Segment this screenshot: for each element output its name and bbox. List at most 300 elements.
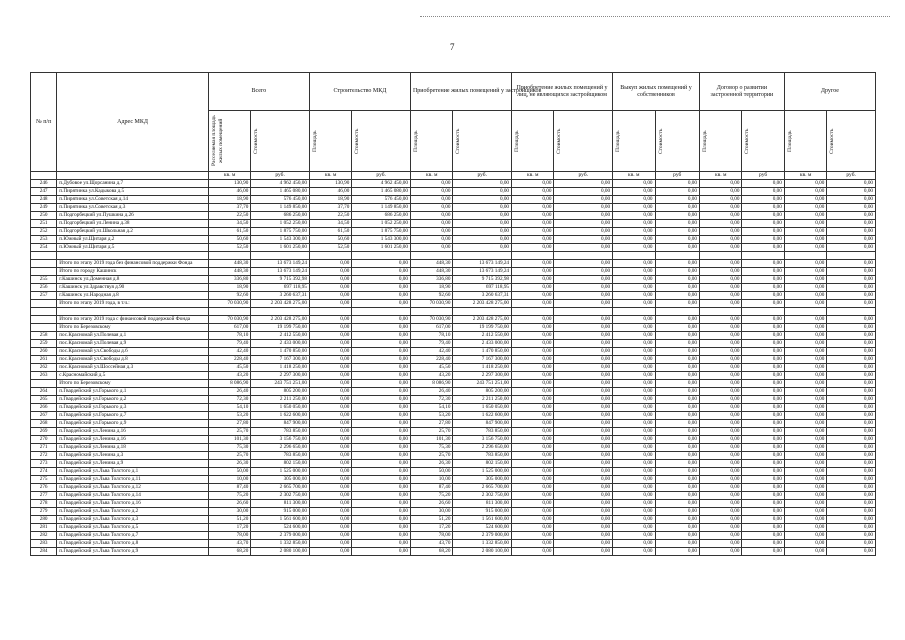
value-cell: 0,00 xyxy=(512,244,554,252)
sub-header-cost: Стоимость xyxy=(827,111,876,172)
subtotal-row xyxy=(31,380,876,388)
row-address: пос.Красномай ул.Свободы д.8 xyxy=(57,356,209,364)
value-cell: 0,00 xyxy=(309,508,351,516)
value-cell: 0,00 xyxy=(554,268,613,276)
value-cell: 0,00 xyxy=(512,292,554,300)
value-cell: 0,00 xyxy=(554,212,613,220)
table-row xyxy=(31,492,876,500)
value-cell: 0,00 xyxy=(742,196,784,204)
row-address: п.Гвардейский ул.Льва Толстого д.8 xyxy=(57,540,209,548)
value-cell: 0,00 xyxy=(554,396,613,404)
value-cell: 50,00 xyxy=(208,468,250,476)
value-cell: 0,00 xyxy=(309,516,351,524)
row-number: 260 xyxy=(31,348,57,356)
value-cell: 0,00 xyxy=(613,388,655,396)
value-cell: 0,00 xyxy=(655,276,699,284)
value-cell: 0,00 xyxy=(410,212,452,220)
value-cell xyxy=(410,252,452,260)
value-cell: 0,00 xyxy=(512,388,554,396)
value-cell: 26,60 xyxy=(410,500,452,508)
value-cell: 0,00 xyxy=(827,412,876,420)
value-cell: 0,00 xyxy=(613,228,655,236)
value-cell: 0,00 xyxy=(784,428,826,436)
value-cell: 0,00 xyxy=(512,396,554,404)
value-cell: 0,00 xyxy=(554,420,613,428)
value-cell: 78,00 xyxy=(410,532,452,540)
value-cell: 0,00 xyxy=(655,180,699,188)
value-cell: 0,00 xyxy=(784,388,826,396)
value-cell: 0,00 xyxy=(827,332,876,340)
value-cell: 0,00 xyxy=(613,348,655,356)
value-cell: 52,50 xyxy=(208,244,250,252)
unit-cell: кв. м xyxy=(699,172,741,180)
value-cell: 0,00 xyxy=(352,468,411,476)
value-cell: 1 465 080,00 xyxy=(352,188,411,196)
value-cell: 0,00 xyxy=(784,508,826,516)
sub-header-area: Площадь xyxy=(309,111,351,172)
value-cell: 46,00 xyxy=(309,188,351,196)
value-cell: 0,00 xyxy=(827,316,876,324)
value-cell: 0,00 xyxy=(784,316,826,324)
value-cell: 0,00 xyxy=(784,516,826,524)
row-number xyxy=(31,380,57,388)
value-cell: 42,40 xyxy=(410,348,452,356)
value-cell: 13 673 149,24 xyxy=(453,260,512,268)
row-address: п.Подгорбецкий ул.Пушкина д.26 xyxy=(57,212,209,220)
unit-cell: кв. м xyxy=(512,172,554,180)
value-cell: 0,00 xyxy=(784,444,826,452)
value-cell: 576 450,00 xyxy=(251,196,310,204)
value-cell: 0,00 xyxy=(613,324,655,332)
value-cell: 0,00 xyxy=(352,412,411,420)
row-number: 272 xyxy=(31,452,57,460)
value-cell: 0,00 xyxy=(554,436,613,444)
value-cell: 2 302 750,00 xyxy=(453,492,512,500)
value-cell: 0,00 xyxy=(655,380,699,388)
value-cell: 0,00 xyxy=(512,404,554,412)
value-cell: 0,00 xyxy=(742,540,784,548)
value-cell: 448,30 xyxy=(208,260,250,268)
value-cell: 0,00 xyxy=(352,484,411,492)
value-cell xyxy=(251,252,310,260)
page-number: 7 xyxy=(450,42,455,52)
value-cell: 0,00 xyxy=(613,364,655,372)
value-cell: 0,00 xyxy=(699,388,741,396)
value-cell: 0,00 xyxy=(309,540,351,548)
value-cell: 0,00 xyxy=(613,404,655,412)
value-cell: 0,00 xyxy=(512,428,554,436)
value-cell: 25,70 xyxy=(410,428,452,436)
value-cell: 0,00 xyxy=(699,412,741,420)
value-cell: 54,10 xyxy=(208,404,250,412)
value-cell: 811 300,00 xyxy=(251,500,310,508)
value-cell: 0,00 xyxy=(827,476,876,484)
value-cell: 0,00 xyxy=(742,364,784,372)
value-cell: 0,00 xyxy=(613,220,655,228)
value-cell: 0,00 xyxy=(554,388,613,396)
row-address: пос.Красномай ул.Шоссейная д.3 xyxy=(57,364,209,372)
value-cell: 2 665 700,00 xyxy=(251,484,310,492)
value-cell: 0,00 xyxy=(655,476,699,484)
row-address: п.Гвардейский ул.Горького д.2 xyxy=(57,396,209,404)
value-cell: 0,00 xyxy=(554,348,613,356)
value-cell: 0,00 xyxy=(655,492,699,500)
value-cell: 0,00 xyxy=(613,420,655,428)
value-cell: 0,00 xyxy=(742,292,784,300)
value-cell: 61,50 xyxy=(309,228,351,236)
value-cell: 0,00 xyxy=(453,180,512,188)
row-number: 249 xyxy=(31,204,57,212)
value-cell: 0,00 xyxy=(613,444,655,452)
value-cell: 0,00 xyxy=(699,276,741,284)
value-cell: 0,00 xyxy=(742,444,784,452)
value-cell: 0,00 xyxy=(784,332,826,340)
value-cell: 0,00 xyxy=(742,484,784,492)
value-cell: 13 673 149,24 xyxy=(251,268,310,276)
row-address: п.Гвардейский ул.Горького д.7 xyxy=(57,412,209,420)
value-cell: 0,00 xyxy=(699,532,741,540)
value-cell: 0,00 xyxy=(655,364,699,372)
value-cell: 3 156 750,00 xyxy=(453,436,512,444)
value-cell: 26,30 xyxy=(208,460,250,468)
row-address: Итого по этапу 2019 года без финансовой поддержки Фонда xyxy=(57,260,209,268)
value-cell: 0,00 xyxy=(827,508,876,516)
value-cell: 68,20 xyxy=(208,548,250,556)
value-cell: 25,70 xyxy=(410,452,452,460)
row-number: 278 xyxy=(31,500,57,508)
table-row xyxy=(31,348,876,356)
value-cell: 0,00 xyxy=(309,548,351,556)
table-row xyxy=(31,284,876,292)
value-cell: 0,00 xyxy=(699,324,741,332)
value-cell: 0,00 xyxy=(352,316,411,324)
value-cell: 2 412 550,00 xyxy=(251,332,310,340)
value-cell: 0,00 xyxy=(655,196,699,204)
row-number: 264 xyxy=(31,388,57,396)
value-cell: 130,90 xyxy=(309,180,351,188)
value-cell: 27,80 xyxy=(208,420,250,428)
value-cell: 2 080 100,00 xyxy=(453,548,512,556)
value-cell: 0,00 xyxy=(613,468,655,476)
value-cell: 0,00 xyxy=(784,380,826,388)
value-cell: 0,00 xyxy=(512,204,554,212)
value-cell: 0,00 xyxy=(512,516,554,524)
value-cell: 0,00 xyxy=(742,516,784,524)
table-row xyxy=(31,444,876,452)
value-cell: 0,00 xyxy=(453,236,512,244)
row-number: 284 xyxy=(31,548,57,556)
value-cell: 34,50 xyxy=(309,220,351,228)
value-cell: 10,00 xyxy=(208,476,250,484)
value-cell: 0,00 xyxy=(613,316,655,324)
row-number: 276 xyxy=(31,484,57,492)
value-cell: 686 250,00 xyxy=(352,212,411,220)
value-cell: 0,00 xyxy=(309,260,351,268)
value-cell: 0,00 xyxy=(827,524,876,532)
row-address: п.Пирятинка ул.Кадыкова д.5 xyxy=(57,188,209,196)
value-cell: 0,00 xyxy=(309,356,351,364)
value-cell: 243 751 251,00 xyxy=(251,380,310,388)
row-address: г.Кашинск ул.Здравствуя д.90 xyxy=(57,284,209,292)
value-cell: 783 850,00 xyxy=(251,428,310,436)
value-cell: 0,00 xyxy=(827,340,876,348)
value-cell: 45,50 xyxy=(208,364,250,372)
value-cell: 0,00 xyxy=(554,452,613,460)
value-cell: 0,00 xyxy=(512,444,554,452)
value-cell: 0,00 xyxy=(827,188,876,196)
value-cell: 0,00 xyxy=(554,380,613,388)
value-cell: 686 250,00 xyxy=(251,212,310,220)
row-number: 258 xyxy=(31,332,57,340)
value-cell: 0,00 xyxy=(352,268,411,276)
subtotal-row xyxy=(31,268,876,276)
row-number: 265 xyxy=(31,396,57,404)
value-cell: 0,00 xyxy=(827,532,876,540)
value-cell: 0,00 xyxy=(784,236,826,244)
row-address: п.Гвардейский ул.Горького д.3 xyxy=(57,404,209,412)
table-row xyxy=(31,548,876,556)
value-cell: 0,00 xyxy=(699,268,741,276)
value-cell: 0,00 xyxy=(827,180,876,188)
value-cell: 25,70 xyxy=(208,428,250,436)
value-cell: 0,00 xyxy=(784,548,826,556)
value-cell: 1 875 750,00 xyxy=(352,228,411,236)
value-cell: 2 211 250,00 xyxy=(251,396,310,404)
value-cell: 2 211 250,00 xyxy=(453,396,512,404)
value-cell: 0,00 xyxy=(784,420,826,428)
value-cell: 0,00 xyxy=(352,508,411,516)
row-address: Итого по Березовскому xyxy=(57,380,209,388)
unit-cell: руб xyxy=(742,172,784,180)
value-cell: 0,00 xyxy=(699,436,741,444)
value-cell: 0,00 xyxy=(827,452,876,460)
value-cell: 0,00 xyxy=(554,428,613,436)
value-cell: 0,00 xyxy=(309,420,351,428)
value-cell: 0,00 xyxy=(742,300,784,308)
value-cell: 0,00 xyxy=(512,324,554,332)
row-address: п.Гвардейский ул.Льва Толстого д.5 xyxy=(57,524,209,532)
row-address: п.Гвардейский ул.Ленина д.18 xyxy=(57,444,209,452)
value-cell: 0,00 xyxy=(554,532,613,540)
value-cell: 2 296 650,00 xyxy=(251,444,310,452)
value-cell: 0,00 xyxy=(742,284,784,292)
table-row xyxy=(31,204,876,212)
value-cell: 2 203 428 275,00 xyxy=(251,316,310,324)
value-cell: 0,00 xyxy=(554,204,613,212)
value-cell: 0,00 xyxy=(742,244,784,252)
value-cell: 0,00 xyxy=(512,420,554,428)
sub-header-cost: Стоимость xyxy=(655,111,699,172)
value-cell: 0,00 xyxy=(784,300,826,308)
value-cell: 0,00 xyxy=(784,372,826,380)
value-cell: 0,00 xyxy=(410,188,452,196)
value-cell: 0,00 xyxy=(784,188,826,196)
value-cell: 3 260 637,31 xyxy=(453,292,512,300)
value-cell: 87,40 xyxy=(410,484,452,492)
value-cell: 0,00 xyxy=(512,492,554,500)
units-row xyxy=(31,172,876,180)
group-header: Выкуп жилых помещений у собственников xyxy=(613,73,700,111)
value-cell: 0,00 xyxy=(453,220,512,228)
table-row xyxy=(31,484,876,492)
value-cell: 0,00 xyxy=(742,508,784,516)
value-cell: 0,00 xyxy=(699,340,741,348)
value-cell: 0,00 xyxy=(352,284,411,292)
value-cell: 0,00 xyxy=(742,180,784,188)
value-cell: 0,00 xyxy=(699,476,741,484)
value-cell: 75,30 xyxy=(208,444,250,452)
table-body xyxy=(31,180,876,556)
row-number xyxy=(31,300,57,308)
value-cell: 1 470 850,00 xyxy=(453,348,512,356)
value-cell: 78,00 xyxy=(208,532,250,540)
row-address: п.Подгорбецкий ул.Ленина д.38 xyxy=(57,220,209,228)
row-number: 248 xyxy=(31,196,57,204)
value-cell: 0,00 xyxy=(410,236,452,244)
value-cell: 448,30 xyxy=(410,268,452,276)
value-cell: 0,00 xyxy=(827,468,876,476)
unit-cell: кв. м xyxy=(208,172,250,180)
row-number: 277 xyxy=(31,492,57,500)
value-cell: 0,00 xyxy=(554,340,613,348)
row-address: п.Гвардейский ул.Льва Толстого д.11 xyxy=(57,476,209,484)
value-cell: 0,00 xyxy=(784,476,826,484)
value-cell: 0,00 xyxy=(309,332,351,340)
value-cell: 336,80 xyxy=(410,276,452,284)
value-cell: 68,20 xyxy=(410,548,452,556)
table-row xyxy=(31,532,876,540)
row-number: 280 xyxy=(31,516,57,524)
value-cell: 0,00 xyxy=(309,380,351,388)
value-cell: 0,00 xyxy=(655,540,699,548)
sub-header-cost: Стоимость xyxy=(453,111,512,172)
value-cell: 0,00 xyxy=(655,388,699,396)
unit-cell: руб. xyxy=(352,172,411,180)
value-cell: 2 433 000,00 xyxy=(251,340,310,348)
value-cell: 0,00 xyxy=(309,460,351,468)
value-cell: 0,00 xyxy=(512,540,554,548)
value-cell: 0,00 xyxy=(655,404,699,412)
value-cell: 805 200,00 xyxy=(453,388,512,396)
value-cell: 0,00 xyxy=(699,236,741,244)
value-cell: 0,00 xyxy=(309,284,351,292)
group-header: Всего xyxy=(208,73,309,111)
value-cell: 0,00 xyxy=(827,276,876,284)
value-cell xyxy=(453,308,512,316)
value-cell: 0,00 xyxy=(453,188,512,196)
row-address xyxy=(57,252,209,260)
value-cell: 50,00 xyxy=(410,468,452,476)
value-cell: 1 149 850,00 xyxy=(251,204,310,212)
value-cell: 0,00 xyxy=(827,492,876,500)
value-cell: 0,00 xyxy=(655,292,699,300)
value-cell: 46,00 xyxy=(208,188,250,196)
value-cell: 30,00 xyxy=(410,508,452,516)
sub-header-cost: Стоимость xyxy=(554,111,613,172)
unit-cell: руб. xyxy=(554,172,613,180)
value-cell: 0,00 xyxy=(554,476,613,484)
value-cell: 0,00 xyxy=(613,180,655,188)
value-cell: 0,00 xyxy=(784,260,826,268)
value-cell: 0,00 xyxy=(827,388,876,396)
row-address: Итого по этапу 2019 года с финансовой поддержкой Фонда xyxy=(57,316,209,324)
value-cell: 37,70 xyxy=(309,204,351,212)
value-cell: 0,00 xyxy=(352,404,411,412)
table-row xyxy=(31,188,876,196)
value-cell: 0,00 xyxy=(784,268,826,276)
value-cell: 18,90 xyxy=(208,196,250,204)
value-cell: 0,00 xyxy=(309,436,351,444)
table-row xyxy=(31,308,876,316)
value-cell: 0,00 xyxy=(742,340,784,348)
value-cell: 0,00 xyxy=(410,180,452,188)
value-cell: 0,00 xyxy=(613,244,655,252)
table-row xyxy=(31,236,876,244)
value-cell: 915 000,00 xyxy=(251,508,310,516)
value-cell: 0,00 xyxy=(453,228,512,236)
value-cell: 0,00 xyxy=(655,428,699,436)
value-cell: 0,00 xyxy=(827,428,876,436)
value-cell: 0,00 xyxy=(742,532,784,540)
value-cell: 0,00 xyxy=(655,396,699,404)
value-cell xyxy=(512,308,554,316)
value-cell: 0,00 xyxy=(512,316,554,324)
unit-cell: руб. xyxy=(827,172,876,180)
value-cell: 1 332 850,00 xyxy=(453,540,512,548)
value-cell: 0,00 xyxy=(699,316,741,324)
value-cell: 0,00 xyxy=(742,372,784,380)
table-row xyxy=(31,372,876,380)
value-cell: 17,20 xyxy=(410,524,452,532)
value-cell: 0,00 xyxy=(554,500,613,508)
unit-cell xyxy=(31,172,57,180)
row-number: 255 xyxy=(31,276,57,284)
value-cell: 0,00 xyxy=(699,260,741,268)
row-number: 282 xyxy=(31,532,57,540)
value-cell: 0,00 xyxy=(699,468,741,476)
value-cell: 0,00 xyxy=(512,452,554,460)
row-address: г.Кашинск ул.Доменная д.8 xyxy=(57,276,209,284)
row-number: 269 xyxy=(31,428,57,436)
value-cell: 0,00 xyxy=(655,212,699,220)
value-cell: 0,00 xyxy=(352,428,411,436)
value-cell: 52,50 xyxy=(309,244,351,252)
value-cell: 0,00 xyxy=(554,284,613,292)
value-cell: 448,30 xyxy=(208,268,250,276)
value-cell xyxy=(410,308,452,316)
value-cell: 0,00 xyxy=(827,292,876,300)
value-cell: 1 601 250,00 xyxy=(352,244,411,252)
row-number: 259 xyxy=(31,340,57,348)
table-row xyxy=(31,396,876,404)
value-cell: 0,00 xyxy=(554,508,613,516)
unit-cell: руб. xyxy=(453,172,512,180)
value-cell: 0,00 xyxy=(554,460,613,468)
value-cell: 0,00 xyxy=(512,220,554,228)
value-cell xyxy=(784,308,826,316)
row-number: 283 xyxy=(31,540,57,548)
resettlement-table xyxy=(30,72,876,556)
value-cell: 0,00 xyxy=(784,220,826,228)
value-cell: 0,00 xyxy=(742,324,784,332)
value-cell: 22,50 xyxy=(208,212,250,220)
value-cell: 0,00 xyxy=(784,404,826,412)
value-cell: 0,00 xyxy=(613,196,655,204)
value-cell: 0,00 xyxy=(512,300,554,308)
value-cell: 0,00 xyxy=(784,276,826,284)
value-cell: 0,00 xyxy=(554,404,613,412)
row-number: 257 xyxy=(31,292,57,300)
